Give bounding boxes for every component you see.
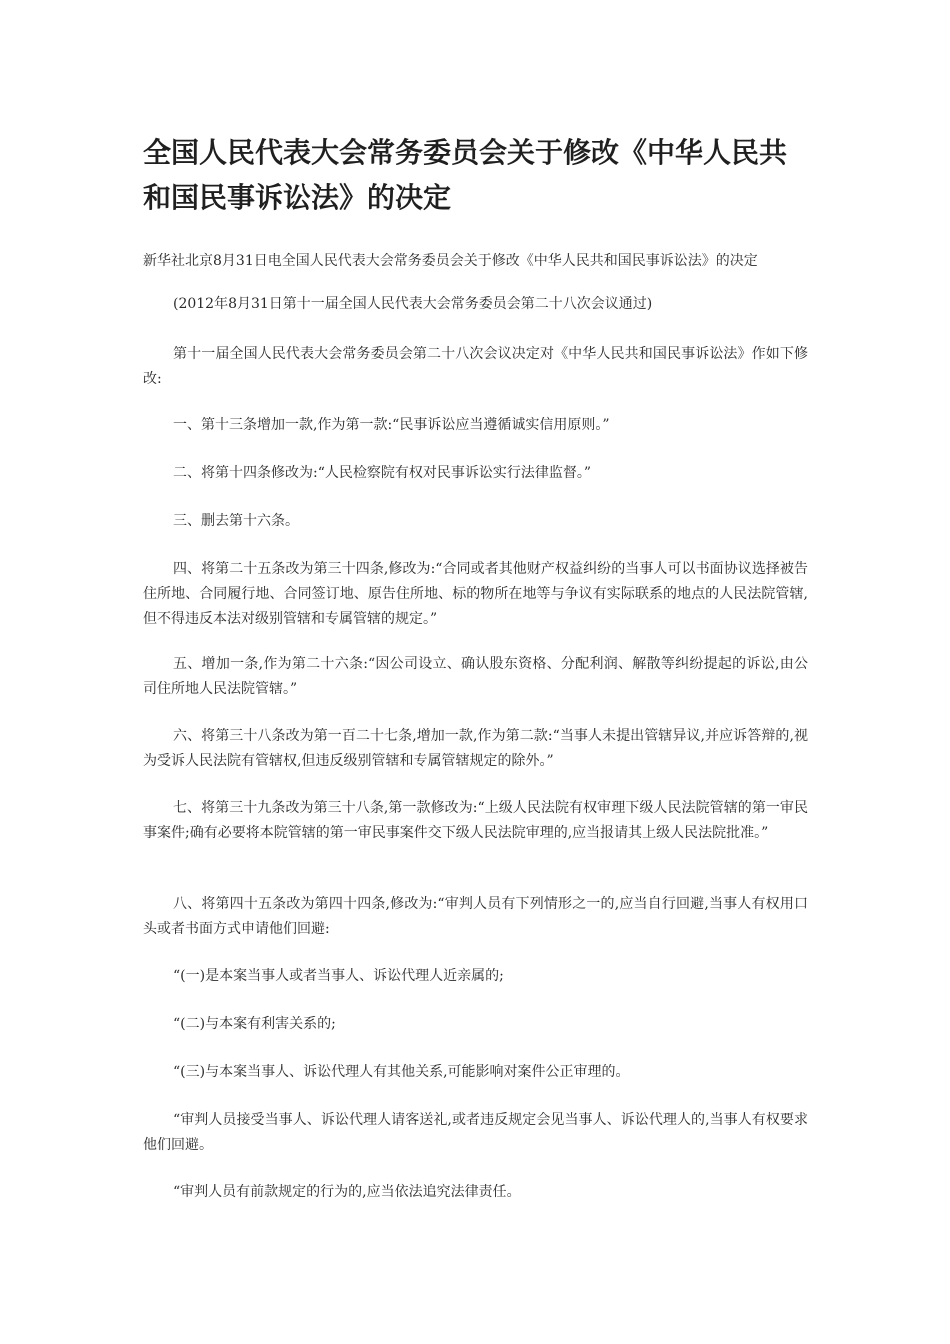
amendment-5-paragraph: 五、增加一条,作为第二十六条:“因公司设立、确认股东资格、分配利润、解散等纠纷提起的诉讼,由公司住所地人民法院管辖。” xyxy=(143,656,808,697)
amendment-1-paragraph: 一、第十三条增加一款,作为第一款:“民事诉讼应当遵循诚实信用原则。” xyxy=(173,417,610,433)
amendment-4-paragraph: 四、将第二十五条改为第三十四条,修改为:“合同或者其他财产权益纠纷的当事人可以书面协议选择被告住所地、合同履行地、合同签订地、原告住所地、标的物所在地等与争议有实际联系的地点的人民法院管辖,但不得违反本法对级别管辖和专属管辖的规定。” xyxy=(143,561,808,627)
amendment-8-paragraph-2: “审判人员接受当事人、诉讼代理人请客送礼,或者违反规定会见当事人、诉讼代理人的,当事人有权要求他们回避。 xyxy=(143,1112,808,1153)
amendment-8-item-3: “(三)与本案当事人、诉讼代理人有其他关系,可能影响对案件公正审理的。 xyxy=(173,1064,630,1080)
document-title: 全国人民代表大会常务委员会关于修改《中华人民共和国民事诉讼法》的决定 xyxy=(143,136,788,214)
amendment-3-paragraph: 三、删去第十六条。 xyxy=(173,513,299,529)
news-lead-paragraph: 新华社北京8月31日电全国人民代表大会常务委员会关于修改《中华人民共和国民事诉讼法》的决定 xyxy=(143,253,758,269)
decision-intro-paragraph: 第十一届全国人民代表大会常务委员会第二十八次会议决定对《中华人民共和国民事诉讼法》作如下修改: xyxy=(143,346,808,387)
adoption-note-paragraph: (2012年8月31日第十一届全国人民代表大会常务委员会第二十八次会议通过) xyxy=(173,296,653,312)
amendment-8-item-2: “(二)与本案有利害关系的; xyxy=(173,1016,336,1032)
amendment-8-item-1: “(一)是本案当事人或者当事人、诉讼代理人近亲属的; xyxy=(173,968,504,984)
amendment-8-paragraph: 八、将第四十五条改为第四十四条,修改为:“审判人员有下列情形之一的,应当自行回避,当事人有权用口头或者书面方式申请他们回避: xyxy=(143,896,808,937)
amendment-7-paragraph: 七、将第三十九条改为第三十八条,第一款修改为:“上级人民法院有权审理下级人民法院管辖的第一审民事案件;确有必要将本院管辖的第一审民事案件交下级人民法院审理的,应当报请其上级人民法院批准。” xyxy=(143,800,808,841)
amendment-2-paragraph: 二、将第十四条修改为:“人民检察院有权对民事诉讼实行法律监督。” xyxy=(173,465,592,481)
amendment-6-paragraph: 六、将第三十八条改为第一百二十七条,增加一款,作为第二款:“当事人未提出管辖异议,并应诉答辩的,视为受诉人民法院有管辖权,但违反级别管辖和专属管辖规定的除外。” xyxy=(143,728,808,769)
amendment-8-paragraph-3: “审判人员有前款规定的行为的,应当依法追究法律责任。 xyxy=(173,1184,521,1200)
